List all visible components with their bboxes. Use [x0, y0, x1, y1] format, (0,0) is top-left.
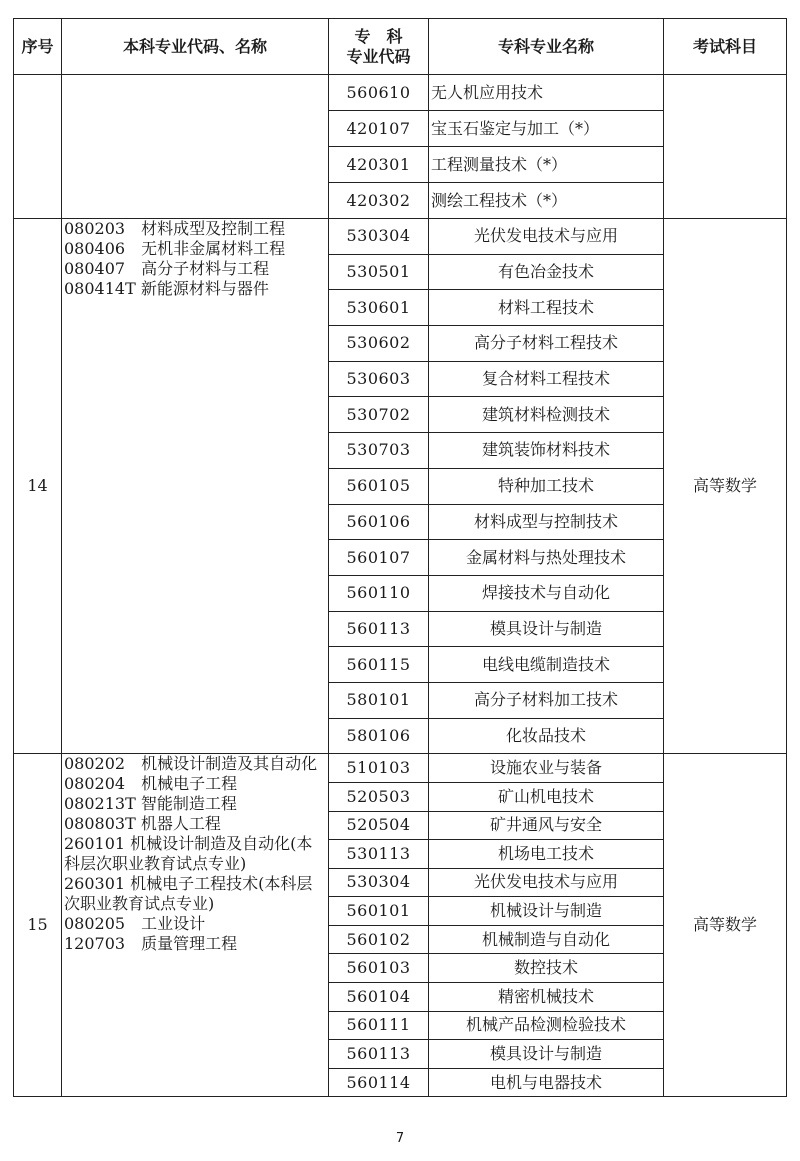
vocational-name: 有色冶金技术: [429, 254, 664, 290]
vocational-name: 工程测量技术（*）: [429, 147, 664, 183]
vocational-name: 建筑装饰材料技术: [429, 433, 664, 469]
vocational-code: 560113: [329, 611, 429, 647]
vocational-name: 高分子材料加工技术: [429, 682, 664, 718]
vocational-name: 建筑材料检测技术: [429, 397, 664, 433]
bachelor-major: 260101 机械设计制造及自动化(本科层次职业教育试点专业): [64, 834, 313, 874]
vocational-code: 530703: [329, 433, 429, 469]
exam-subject: [664, 75, 787, 219]
vocational-name: 测绘工程技术（*）: [429, 183, 664, 219]
vocational-code: 560115: [329, 647, 429, 683]
vocational-code: 560110: [329, 575, 429, 611]
table-row: [14, 219, 787, 255]
bachelor-major: 080213T 智能制造工程: [64, 794, 237, 814]
vocational-name: 高分子材料工程技术: [429, 326, 664, 362]
vocational-name: 焊接技术与自动化: [429, 575, 664, 611]
header-code-line2: 专业代码: [346, 46, 411, 66]
vocational-name: 电机与电器技术: [429, 1068, 664, 1097]
page-number: 7: [395, 1131, 405, 1146]
header-row: [14, 19, 787, 75]
bachelor-major: 120703 质量管理工程: [64, 934, 238, 954]
header-seq: 序号: [14, 19, 62, 75]
vocational-name: 无人机应用技术: [429, 75, 664, 111]
vocational-code: 560102: [329, 925, 429, 954]
vocational-code: 420107: [329, 111, 429, 147]
vocational-name: 机械产品检测检验技术: [429, 1011, 664, 1040]
vocational-name: 模具设计与制造: [429, 1040, 664, 1069]
vocational-name: 模具设计与制造: [429, 611, 664, 647]
vocational-code: 560101: [329, 897, 429, 926]
header-bachelor: 本科专业代码、名称: [62, 19, 329, 75]
vocational-code: 560103: [329, 954, 429, 983]
vocational-name: 材料工程技术: [429, 290, 664, 326]
vocational-code: 520503: [329, 782, 429, 811]
vocational-code: 530304: [329, 219, 429, 255]
vocational-name: 光伏发电技术与应用: [429, 868, 664, 897]
bachelor-major: 080203 材料成型及控制工程: [64, 219, 286, 238]
vocational-code: 530113: [329, 840, 429, 869]
bachelor-cell: [62, 75, 329, 219]
bachelor-major: 080406 无机非金属材料工程: [64, 239, 286, 258]
vocational-name: 矿山机电技术: [429, 782, 664, 811]
vocational-code: 560105: [329, 468, 429, 504]
vocational-code: 530601: [329, 290, 429, 326]
vocational-code: 580101: [329, 682, 429, 718]
bachelor-cell: [62, 219, 329, 754]
vocational-code: 420302: [329, 183, 429, 219]
bachelor-major: 080803T 机器人工程: [64, 814, 221, 834]
vocational-name: 电线电缆制造技术: [429, 647, 664, 683]
table-body: [14, 75, 787, 1097]
vocational-code: 560113: [329, 1040, 429, 1069]
vocational-code: 530501: [329, 254, 429, 290]
vocational-code: 560104: [329, 983, 429, 1012]
vocational-name: 矿井通风与安全: [429, 811, 664, 840]
vocational-name: 机械制造与自动化: [429, 925, 664, 954]
header-code-line1: 专 科: [354, 26, 403, 46]
vocational-code: 530304: [329, 868, 429, 897]
vocational-code: 560106: [329, 504, 429, 540]
vocational-name: 数控技术: [429, 954, 664, 983]
bachelor-major: 080202 机械设计制造及其自动化: [64, 754, 318, 774]
table-row: [14, 754, 787, 783]
vocational-code: 530702: [329, 397, 429, 433]
majors-table: [13, 18, 787, 1097]
vocational-name: 化妆品技术: [429, 718, 664, 754]
vocational-name: 机械设计与制造: [429, 897, 664, 926]
header-subject: 考试科目: [664, 19, 787, 75]
vocational-code: 510103: [329, 754, 429, 783]
vocational-code: 520504: [329, 811, 429, 840]
vocational-name: 复合材料工程技术: [429, 361, 664, 397]
seq-cell: 15: [14, 754, 62, 1097]
exam-subject: 高等数学: [664, 754, 787, 1097]
bachelor-major: 080407 高分子材料与工程: [64, 259, 270, 278]
header-name: 专科专业名称: [429, 19, 664, 75]
bachelor-cell: [62, 754, 329, 1097]
vocational-name: 宝玉石鉴定与加工（*）: [429, 111, 664, 147]
vocational-name: 设施农业与装备: [429, 754, 664, 783]
vocational-code: 530602: [329, 326, 429, 362]
bachelor-major: 080205 工业设计: [64, 914, 206, 934]
vocational-code: 530603: [329, 361, 429, 397]
vocational-name: 金属材料与热处理技术: [429, 540, 664, 576]
vocational-name: 材料成型与控制技术: [429, 504, 664, 540]
bachelor-major: 260301 机械电子工程技术(本科层次职业教育试点专业): [64, 874, 313, 914]
bachelor-major: 080204 机械电子工程: [64, 774, 238, 794]
vocational-code: 560114: [329, 1068, 429, 1097]
table-row: [14, 75, 787, 111]
vocational-name: 光伏发电技术与应用: [429, 219, 664, 255]
vocational-code: 560610: [329, 75, 429, 111]
vocational-code: 420301: [329, 147, 429, 183]
vocational-name: 精密机械技术: [429, 983, 664, 1012]
vocational-name: 机场电工技术: [429, 840, 664, 869]
seq-cell: [14, 75, 62, 219]
header-code: [329, 19, 429, 75]
exam-subject: 高等数学: [664, 219, 787, 754]
seq-cell: 14: [14, 219, 62, 754]
vocational-code: 580106: [329, 718, 429, 754]
bachelor-major: 080414T 新能源材料与器件: [64, 279, 269, 298]
vocational-code: 560107: [329, 540, 429, 576]
vocational-code: 560111: [329, 1011, 429, 1040]
vocational-name: 特种加工技术: [429, 468, 664, 504]
